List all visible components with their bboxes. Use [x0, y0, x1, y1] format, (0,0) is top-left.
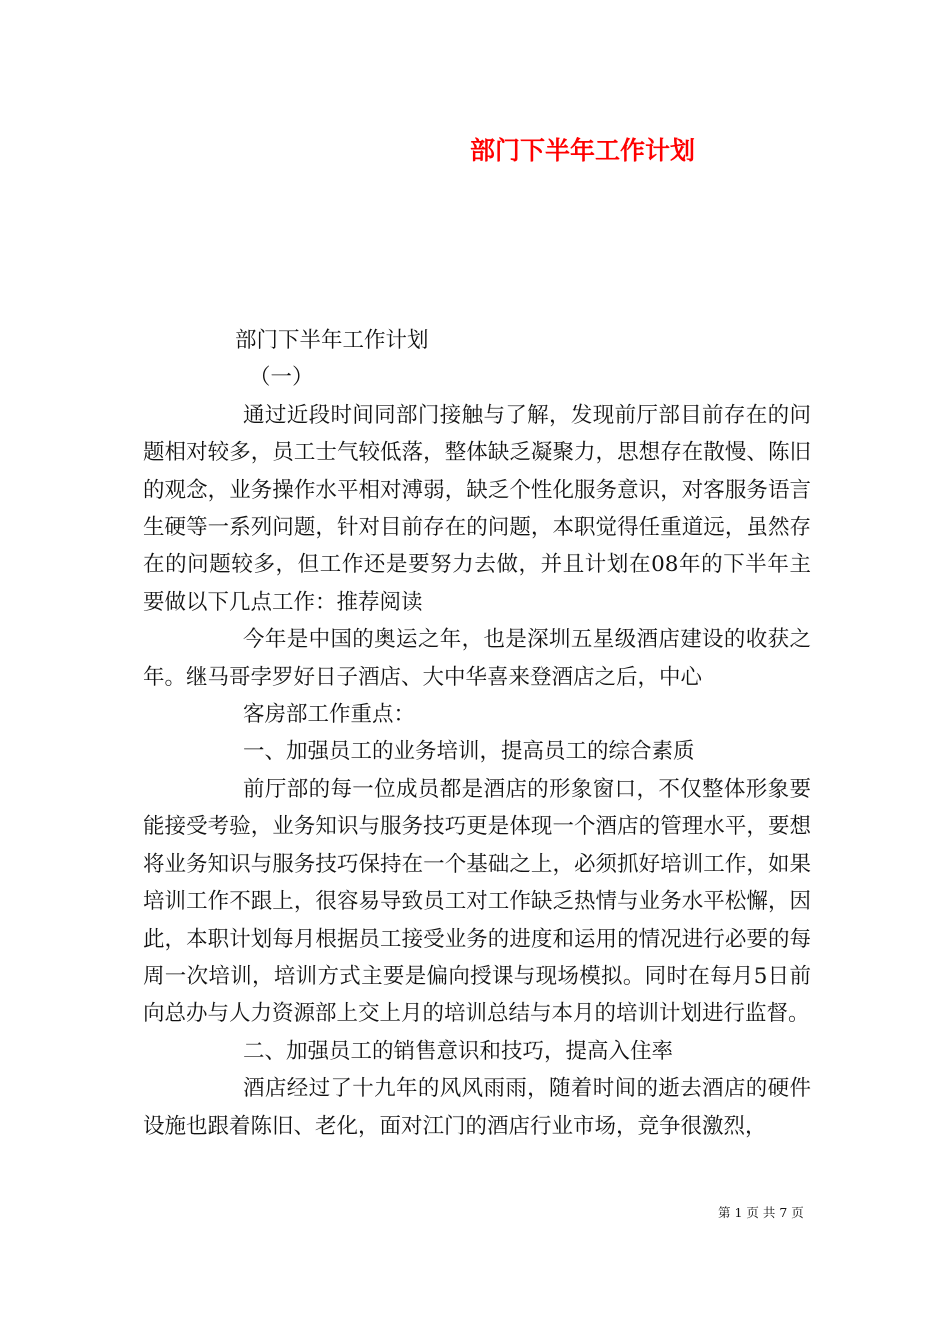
- document-body: [143, 322, 811, 1145]
- section-subheading: （一）: [249, 365, 314, 391]
- section-heading: 部门下半年工作计划: [235, 328, 429, 353]
- page-title: 部门下半年工作计划: [470, 136, 696, 165]
- paragraph-olympics: 今年是中国的奥运之年，也是深圳五星级酒店建设的收获之年。继马哥孛罗好日子酒店、大中华喜来登酒店之后，中心: [143, 627, 811, 690]
- item-heading-sales: 二、加强员工的销售意识和技巧，提高入住率: [243, 1038, 674, 1064]
- paragraph-hotel-facilities: 酒店经过了十九年的风风雨雨，随着时间的逝去酒店的硬件设施也跟着陈旧、老化，面对江门的酒店行业市场，竞争很激烈，: [143, 1076, 811, 1139]
- item-heading-training: 一、加强员工的业务培训，提高员工的综合素质: [243, 739, 695, 765]
- paragraph-training: 前厅部的每一位成员都是酒店的形象窗口，不仅整体形象要能接受考验，业务知识与服务技巧更是体现一个酒店的管理水平，要想将业务知识与服务技巧保持在一个基础之上，必须抓好培训工作，如果培训工作不跟上，很容易导致员工对工作缺乏热情与业务水平松懈，因此，本职计划每月根据员工接受业务的进度和运用的情况进行必要的每周一次培训，培训方式主要是偏向授课与现场模拟。同时在每月5日前向总办与人力资源部上交上月的培训总结与本月的培训计划进行监督。: [143, 776, 811, 1027]
- page-indicator: 第 1 页 共 7 页: [718, 1205, 804, 1220]
- paragraph-housekeeping-focus: 客房部工作重点：: [243, 702, 416, 728]
- paragraph-intro: 通过近段时间同部门接触与了解，发现前厅部目前存在的问题相对较多，员工士气较低落，整体缺乏凝聚力，思想存在散慢、陈旧的观念，业务操作水平相对溥弱，缺乏个性化服务意识，对客服务语言生硬等一系列问题，针对目前存在的问题，本职觉得任重道远，虽然存在的问题较多，但工作还是要努力去做，并且计划在08年的下半年主要做以下几点工作：推荐阅读: [143, 402, 811, 615]
